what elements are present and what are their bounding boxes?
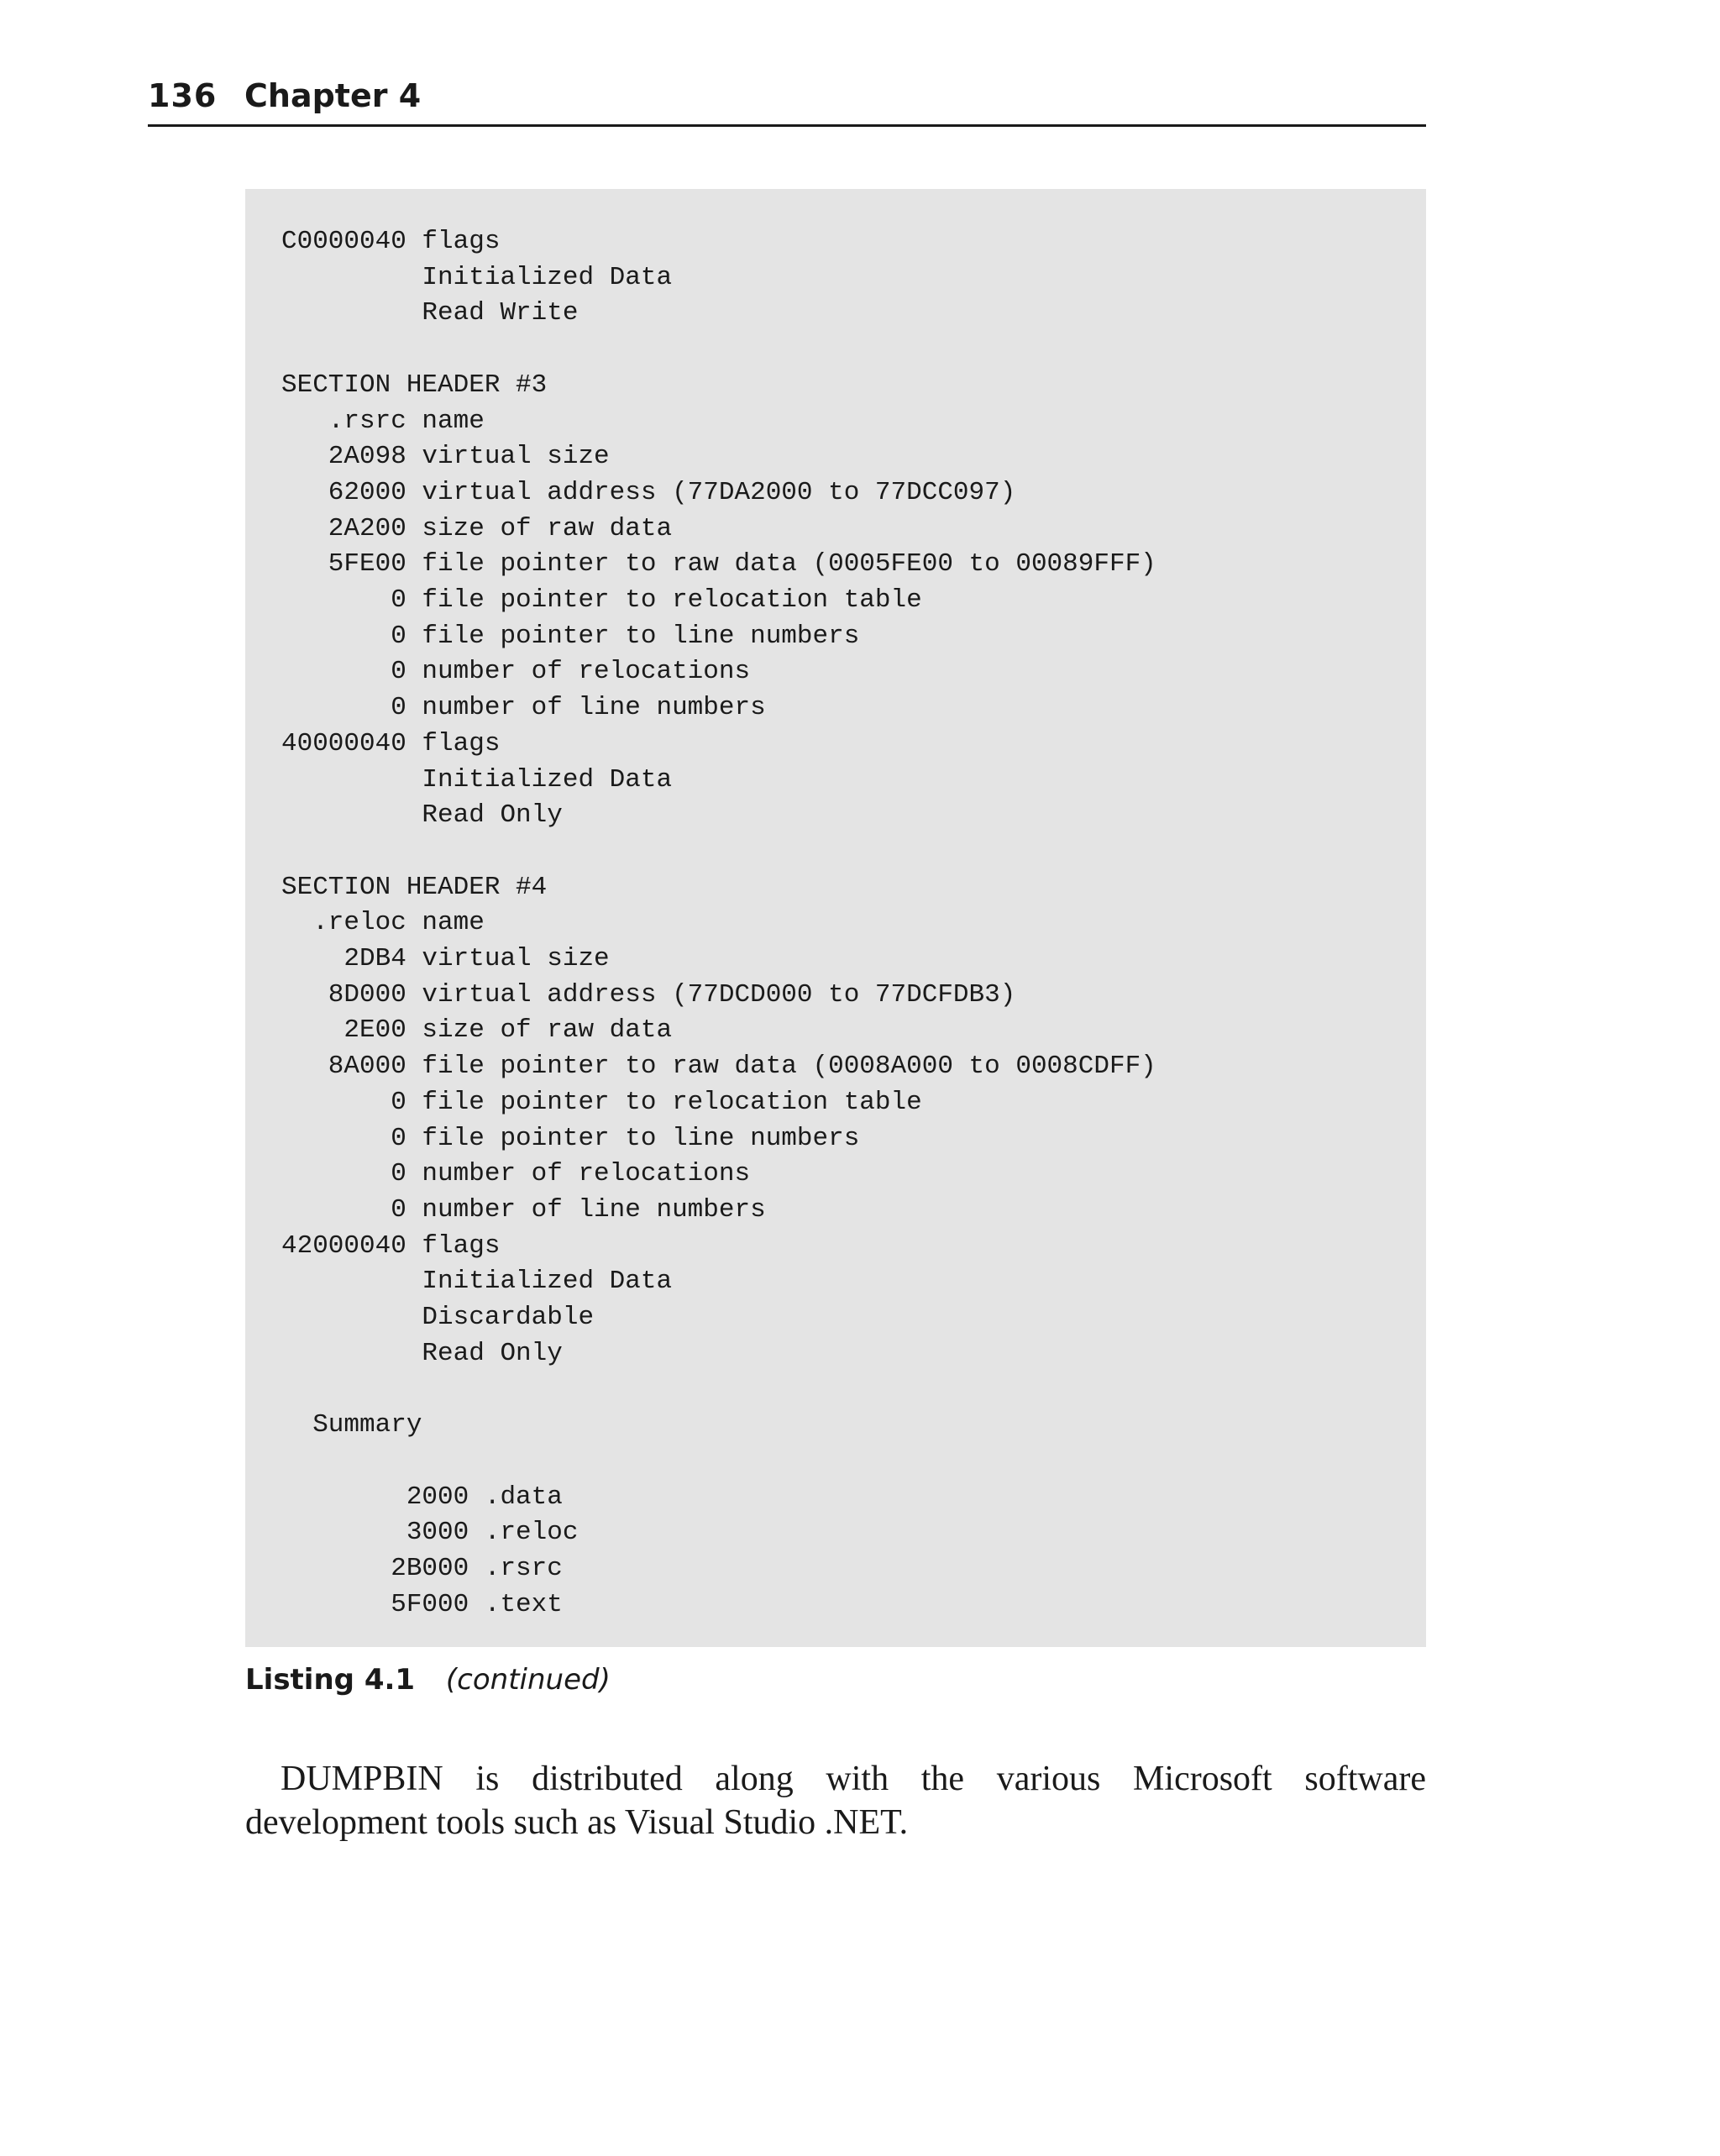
caption-note: (continued) bbox=[445, 1663, 611, 1697]
listing-code: C0000040 flags Initialized Data Read Write SECTION HEADER #3 .rsrc name 2A098 virtual size 62000 virtual address (77DA2000 to 77DCC097) 2A200 size of raw data 5FE00 file pointer to raw data (0005FE00 to 00089FFF) 0 file pointer to relocation table 0 file pointer to line numbers 0 number of relocations 0 number of line numbers 40000040 flags Initialized Data Read Only SECTION HEADER #4 .reloc name 2DB4 virtual size 8D000 virtual address (77DCD000 to 77DCFDB3) 2E00 size of raw data 8A000 file pointer to raw data (0008A000 to 0008CDFF) 0 file pointer to relocation table 0 file pointer to line numbers 0 number of relocations 0 number of line numbers 42000040 flags Initialized Data Discardable Read Only Summary 2000 .data 3000 .reloc 2B000 .rsrc 5F000 .text bbox=[281, 227, 1156, 1619]
code-listing bbox=[245, 189, 1426, 1647]
page-number: 136 bbox=[148, 77, 218, 114]
running-header bbox=[148, 77, 1426, 127]
chapter-title: Chapter 4 bbox=[244, 77, 422, 114]
caption-label: Listing 4.1 bbox=[245, 1663, 416, 1697]
body-paragraph: DUMPBIN is distributed along with the various Microsoft software development tools such as Visual Studio .NET. bbox=[245, 1760, 1426, 1842]
listing-caption bbox=[245, 1663, 611, 1697]
